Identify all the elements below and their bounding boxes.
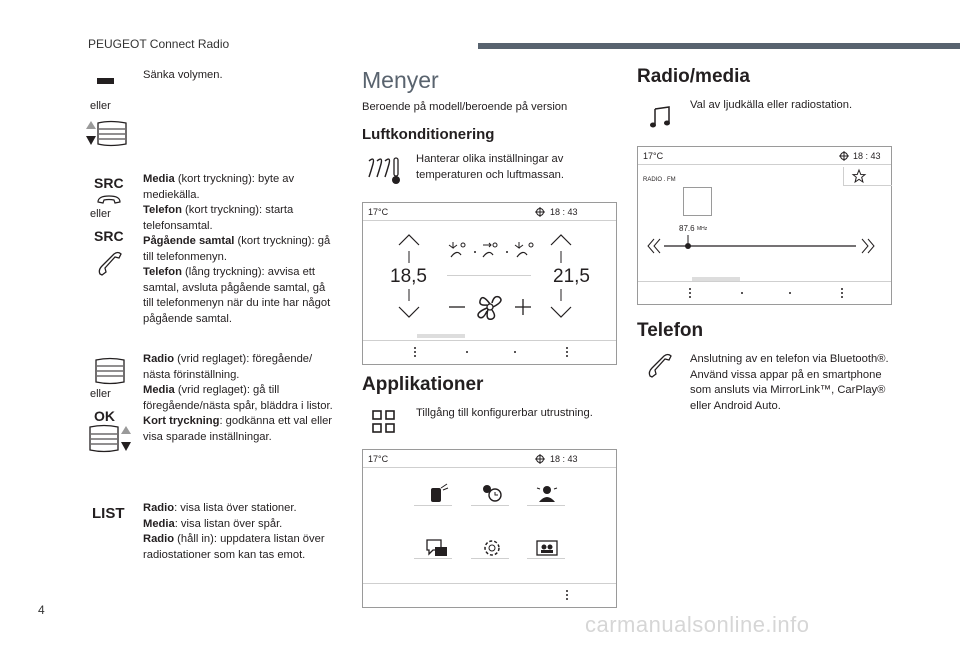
- clock: 18 : 43: [550, 207, 578, 217]
- thumbwheel-ok-icon: [88, 424, 132, 454]
- menus-title: Menyer: [362, 67, 439, 93]
- src-line-4: Telefon (lång tryckning): avvisa ett samtal, avsluta pågående samtal, gå till telefonmenyn när du inte har något pågående samtal.: [143, 266, 331, 325]
- app-underline-5: [471, 558, 509, 559]
- apps-text: Tillgång till konfigurerbar utrustning.: [416, 407, 593, 419]
- outside-temp-2: 17°C: [368, 454, 389, 464]
- phone-hook-icon: [96, 193, 122, 205]
- thumbwheel-icon: [94, 357, 126, 385]
- left-temp-down-icon[interactable]: [397, 289, 421, 319]
- eller-label-2: eller: [90, 208, 111, 220]
- minus-key-icon: [97, 78, 115, 86]
- status-divider: [363, 220, 616, 221]
- app-contacts-icon[interactable]: [535, 537, 559, 559]
- app-messages-icon[interactable]: [425, 537, 449, 559]
- climate-text: Hanterar olika inställningar av temperaturen och luftmassan.: [416, 153, 564, 181]
- phone-handset-icon: [96, 250, 124, 278]
- radio-description: [143, 352, 338, 445]
- gps-icon-3: [839, 151, 849, 161]
- header-bar: [478, 43, 960, 49]
- outside-temp: 17°C: [368, 207, 389, 217]
- list-line-2: Media: visa listan över spår.: [143, 517, 283, 530]
- right-temperature: 21,5: [553, 266, 590, 287]
- frequency-unit: MHz: [697, 226, 708, 232]
- phone-line-2: Använd vissa appar på en smartphone som ansluts via MirrorLink™, CarPlay® eller Android Auto.: [690, 368, 886, 412]
- apps-screen: [362, 449, 617, 608]
- src-line-1: Media (kort tryckning): byte av mediekälla.: [143, 173, 295, 201]
- menus-subtitle: Beroende på modell/beroende på version: [362, 101, 568, 113]
- climate-screen: [362, 202, 617, 365]
- radio-screen: [637, 146, 892, 305]
- src-description: [143, 172, 338, 327]
- apps-heading: Applikationer: [362, 374, 484, 395]
- src-key-label-2: SRC: [94, 228, 124, 244]
- radio-line-3: Kort tryckning: godkänna ett val eller visa sparade inställningar.: [143, 415, 333, 443]
- right-temp-up-icon[interactable]: [549, 233, 573, 263]
- left-temperature: 18,5: [390, 266, 427, 287]
- air-distribution-icons[interactable]: [447, 239, 543, 261]
- radio-line-1: Radio (vrid reglaget): föregående/ nästa förinställning.: [143, 353, 313, 381]
- thumbwheel-up-icon: [86, 118, 130, 148]
- right-temp-down-icon[interactable]: [549, 289, 573, 319]
- left-temp-up-icon[interactable]: [397, 233, 421, 263]
- page-indicator: [417, 334, 465, 338]
- list-key-label: LIST: [92, 505, 125, 522]
- station-artwork: [683, 187, 712, 216]
- phone-handset-icon-2: [646, 352, 674, 380]
- tuning-slider[interactable]: [646, 235, 878, 257]
- src-line-3: Pågående samtal (kort tryckning): gå till telefonmenyn.: [143, 235, 331, 263]
- band-label: RADIO . FM: [643, 177, 676, 183]
- fan-speed-controls[interactable]: [447, 291, 533, 321]
- volume-down-text: Sänka volymen.: [143, 69, 223, 81]
- app-settings-icon[interactable]: [480, 537, 504, 559]
- app-underline-2: [471, 505, 509, 506]
- climate-bottom-bar: [363, 340, 616, 363]
- running-header: PEUGEOT Connect Radio: [88, 37, 230, 51]
- src-line-2: Telefon (kort tryckning): starta telefonsamtal.: [143, 204, 294, 232]
- src-key-label: SRC: [94, 175, 124, 191]
- radio-line-2: Media (vrid reglaget): gå till föregående/nästa spår, bläddra i listor.: [143, 384, 333, 412]
- list-line-1: Radio: visa lista över stationer.: [143, 502, 297, 514]
- clock-3: 18 : 43: [853, 151, 881, 161]
- gps-icon: [535, 207, 545, 217]
- app-underline-4: [414, 558, 452, 559]
- ok-key-label: OK: [94, 408, 115, 424]
- eller-label: eller: [90, 100, 111, 112]
- climate-heading: Luftkonditionering: [362, 126, 495, 143]
- phone-line-1: Anslutning av en telefon via Bluetooth®.: [690, 353, 889, 365]
- app-underline: [414, 505, 452, 506]
- list-line-3: Radio (håll in): uppdatera listan över radiostationer som kan tas emot.: [143, 533, 325, 561]
- airflow-divider: [447, 275, 531, 276]
- favorite-button[interactable]: [843, 167, 892, 186]
- radio-media-heading: Radio/media: [637, 66, 750, 87]
- page-number: 4: [38, 603, 45, 617]
- outside-temp-3: 17°C: [643, 151, 664, 161]
- apps-bottom-bar: [363, 583, 616, 606]
- radio-bottom-bar: [638, 281, 891, 304]
- eller-label-3: eller: [90, 388, 111, 400]
- music-note-icon: [649, 105, 673, 129]
- clock-2: 18 : 43: [550, 454, 578, 464]
- watermark: carmanualsonline.info: [585, 612, 810, 637]
- radio-media-text: Val av ljudkälla eller radiostation.: [690, 99, 853, 111]
- app-timer-icon[interactable]: [480, 482, 504, 504]
- list-description: [143, 501, 343, 563]
- apps-grid-icon: [372, 410, 396, 434]
- frequency: 87.6: [679, 224, 695, 233]
- app-charging-icon[interactable]: [425, 482, 449, 504]
- app-underline-3: [527, 505, 565, 506]
- status-divider-3: [638, 164, 891, 165]
- status-divider-2: [363, 467, 616, 468]
- gps-icon-2: [535, 454, 545, 464]
- app-underline-6: [527, 558, 565, 559]
- phone-text: [690, 352, 890, 414]
- app-driving-icon[interactable]: [535, 482, 559, 504]
- climate-icon: [366, 155, 404, 187]
- phone-heading: Telefon: [637, 320, 704, 341]
